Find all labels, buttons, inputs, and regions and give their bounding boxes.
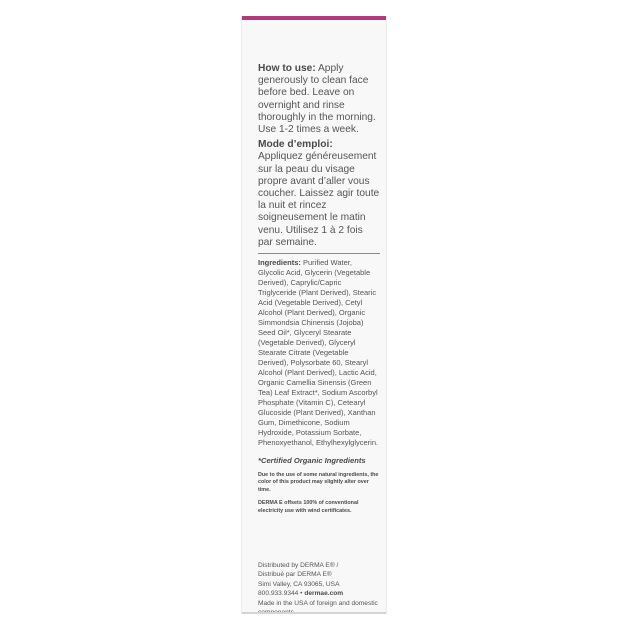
wind-energy-note: DERMA E offsets 100% of conventional electricity use with wind certificates. [258, 500, 359, 514]
distributor-info [258, 561, 383, 614]
color-variation-note: Due to the use of some natural ingredients, the color of this product may slightly alter over time. [258, 472, 379, 493]
distributor-line-fr: Distribué par DERMA E® [258, 571, 332, 579]
ingredients-list: Purified Water, Glycolic Acid, Glycerin (Vegetable Derived), Caprylic/Capric Triglyceride (Plant Derived), Stearic Acid (Vegetable Derived), Cetyl Alcohol (Plant Derived), Organic Simmondsia Chinensis (Jojoba) Seed Oil*, Glyceryl Stearate (Vegetable Derived), Glyceryl Stearate Citrate (Vegetable Derived), Polysorbate 60, Stearyl Alcohol (Plant Derived), Lactic Acid, Organic Camellia Sinensis (Green Tea) Leaf Extract*, Sodium Ascorbyl Phosphate (Vitamin C), Cetearyl Glucoside (Plant Derived), Xanthan Gum, Dimethicone, Sodium Hydroxide, Potassium Sorbate, Phenoxyethanol, Ethylhexylglycerin. [258, 258, 379, 448]
made-in-usa: Made in the USA of foreign and domestic [258, 599, 378, 607]
product-box-panel [241, 16, 387, 614]
website: dermae.com [304, 590, 344, 598]
how-to-use-heading: How to use: [258, 63, 316, 74]
distributor-address: Simi Valley, CA 93065, USA [258, 580, 340, 588]
mode-emploi-text: Appliquez généreusement sur la peau du visage propre avant d’aller vous coucher. Laissez agir toute la nuit et rincez soigneusement le matin venu. Utilisez 1 à 2 fois par semaine. [258, 151, 380, 248]
ingredients-heading: Ingredients: [258, 258, 301, 268]
how-to-use-text: Apply generously to clean face before bed. Leave on overnight and rinse thoroughly in the morning. Use 1-2 times a week. [258, 63, 376, 136]
contact-line [258, 589, 383, 598]
phone-number: 800.933.9344 • [258, 590, 305, 598]
divider [258, 253, 380, 254]
mode-emploi-heading: Mode d’emploi: [258, 139, 333, 151]
distributor-line-en: Distributed by DERMA E® / [258, 562, 339, 569]
bottom-edge [242, 612, 386, 614]
label-content [258, 63, 380, 521]
certified-organic-note: *Certified Organic Ingredients [258, 456, 366, 466]
accent-top-bar [242, 16, 386, 20]
ingredients [258, 258, 380, 448]
how-to-use [258, 63, 380, 136]
